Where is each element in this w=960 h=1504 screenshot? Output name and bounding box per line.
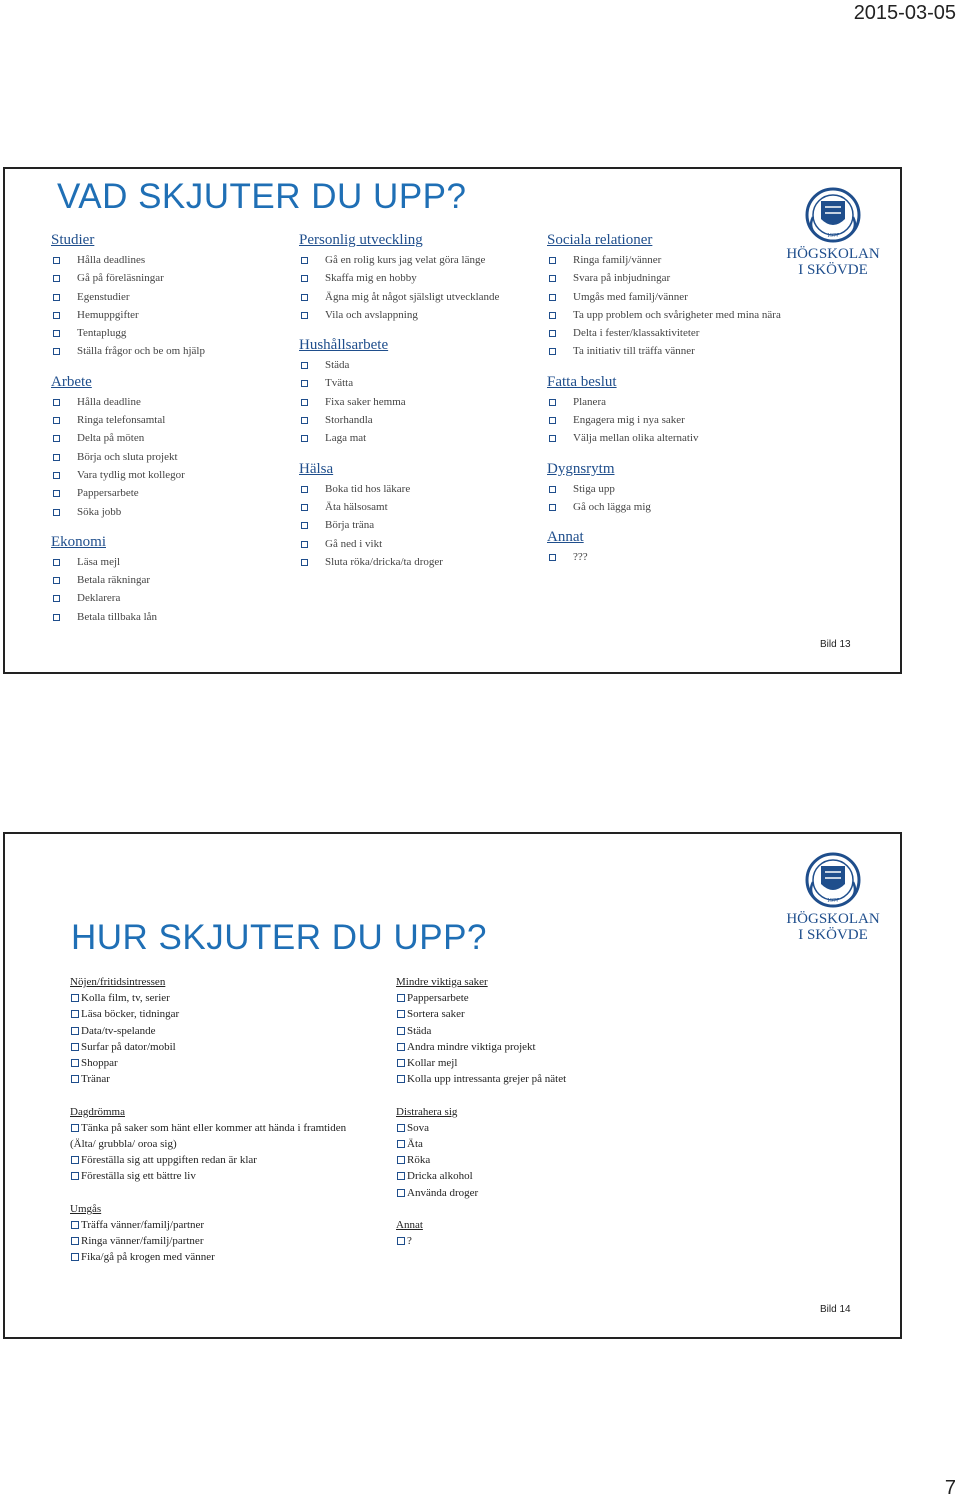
list-item-label: Ringa telefonsamtal bbox=[77, 414, 166, 427]
list-item bbox=[299, 480, 539, 498]
list-item-label: Sortera saker bbox=[407, 1008, 465, 1021]
checkbox-icon bbox=[549, 435, 556, 442]
list-item-label: Surfar på dator/mobil bbox=[81, 1040, 176, 1053]
list-item-label: Delta på möten bbox=[77, 432, 145, 445]
list-item bbox=[70, 1152, 390, 1168]
column-left bbox=[70, 974, 390, 1266]
list-item-label: ? bbox=[407, 1235, 412, 1248]
list-item bbox=[51, 411, 281, 429]
section-heading: Arbete bbox=[51, 373, 92, 390]
logo-year: 1977 bbox=[827, 233, 839, 239]
checkbox-icon bbox=[549, 257, 556, 264]
checkbox-icon bbox=[53, 559, 60, 566]
list-item-label: Skaffa mig en hobby bbox=[325, 272, 417, 285]
list-item bbox=[299, 535, 539, 553]
section-heading: Mindre viktiga saker bbox=[396, 976, 488, 988]
checkbox-icon bbox=[549, 417, 556, 424]
checkbox-icon bbox=[301, 559, 308, 566]
crest-icon bbox=[783, 852, 883, 942]
checkbox-icon bbox=[549, 312, 556, 319]
list-item-label: Ringa familj/vänner bbox=[573, 254, 662, 266]
list-item-label: Dricka alkohol bbox=[407, 1170, 473, 1183]
checkbox-icon bbox=[301, 435, 308, 442]
spacer bbox=[70, 1087, 390, 1103]
checkbox-icon bbox=[71, 994, 79, 1002]
column-right bbox=[396, 974, 726, 1249]
checkbox-icon bbox=[301, 417, 308, 424]
checkbox-icon bbox=[301, 504, 308, 511]
section-heading: Nöjen/fritidsintressen bbox=[70, 976, 166, 988]
section-heading: Ekonomi bbox=[51, 533, 106, 550]
checkbox-icon bbox=[53, 275, 60, 282]
list-item-label: Gå på föreläsningar bbox=[77, 272, 164, 285]
list-item bbox=[547, 251, 802, 269]
list-item-label: Börja och sluta projekt bbox=[77, 450, 178, 463]
list-item-label: Äta bbox=[407, 1138, 423, 1151]
list-item-label: Ställa frågor och be om hjälp bbox=[77, 345, 205, 358]
list-item-label: Röka bbox=[407, 1154, 431, 1167]
list-item bbox=[51, 503, 281, 521]
list-item bbox=[70, 1071, 390, 1087]
list-item bbox=[70, 1006, 390, 1022]
section-heading: Hushållsarbete bbox=[299, 337, 389, 354]
list-item-label: Städa bbox=[407, 1024, 432, 1037]
list-item-label: Betala tillbaka lån bbox=[77, 610, 158, 623]
list-item bbox=[547, 306, 802, 324]
checkbox-icon bbox=[71, 1027, 79, 1035]
checkbox-icon bbox=[301, 362, 308, 369]
list-item bbox=[70, 1023, 390, 1039]
list-item-label: Gå ned i vikt bbox=[325, 537, 383, 550]
checkbox-icon bbox=[53, 595, 60, 602]
list-item bbox=[70, 1039, 390, 1055]
list-item-label: Sova bbox=[407, 1121, 429, 1134]
list-item bbox=[547, 324, 802, 342]
checkbox-icon bbox=[397, 1010, 405, 1018]
column-right bbox=[547, 231, 802, 567]
list-item bbox=[396, 1185, 726, 1201]
list-item bbox=[51, 553, 281, 571]
list-item bbox=[70, 1055, 390, 1071]
crest-icon bbox=[783, 187, 883, 277]
checklist bbox=[51, 393, 281, 521]
list-item bbox=[51, 484, 281, 502]
checklist bbox=[547, 548, 802, 566]
checkbox-icon bbox=[53, 472, 60, 479]
list-item bbox=[396, 1152, 726, 1168]
checkbox-icon bbox=[53, 490, 60, 497]
list-item-label: Engagera mig i nya saker bbox=[573, 414, 685, 427]
list-item-label: Ringa vänner/familj/partner bbox=[81, 1235, 204, 1248]
checkbox-icon bbox=[549, 399, 556, 406]
list-item-label: Kolla upp intressanta grejer på nätet bbox=[407, 1073, 567, 1086]
checkbox-icon bbox=[397, 1237, 405, 1245]
list-item bbox=[299, 553, 539, 571]
list-item-label: Sluta röka/dricka/ta droger bbox=[325, 555, 443, 568]
checkbox-icon bbox=[53, 509, 60, 516]
list-item bbox=[547, 269, 802, 287]
list-item bbox=[547, 342, 802, 360]
checkbox-icon bbox=[301, 399, 308, 406]
checkbox-icon bbox=[397, 1027, 405, 1035]
list-item bbox=[51, 429, 281, 447]
list-item-label: Data/tv-spelande bbox=[81, 1024, 156, 1037]
list-item-label: Gå och lägga mig bbox=[573, 500, 651, 513]
slide-number: Bild 13 bbox=[820, 639, 851, 650]
checkbox-icon bbox=[397, 1156, 405, 1164]
checkbox-icon bbox=[53, 577, 60, 584]
slide-title: VAD SKJUTER DU UPP? bbox=[57, 177, 467, 216]
list-item bbox=[396, 1023, 726, 1039]
column-middle bbox=[299, 231, 539, 571]
checkbox-icon bbox=[301, 486, 308, 493]
list-item bbox=[547, 393, 802, 411]
list-item-label: Ägna mig åt något själsligt utvecklande bbox=[325, 290, 500, 303]
university-logo bbox=[783, 852, 883, 942]
list-item-label: Laga mat bbox=[325, 432, 367, 445]
list-item-label: Gå en rolig kurs jag velat göra länge bbox=[325, 254, 486, 266]
list-item-label: Välja mellan olika alternativ bbox=[573, 432, 699, 445]
section-heading: Studier bbox=[51, 232, 95, 248]
spacer bbox=[396, 1201, 726, 1217]
list-item bbox=[547, 288, 802, 306]
list-item-label: Städa bbox=[325, 359, 350, 372]
checkbox-icon bbox=[397, 1043, 405, 1051]
slide-title: HUR SKJUTER DU UPP? bbox=[71, 918, 487, 957]
list-item-label: Shoppar bbox=[81, 1057, 118, 1070]
list-item bbox=[396, 1168, 726, 1184]
checkbox-icon bbox=[53, 330, 60, 337]
checkbox-icon bbox=[71, 1172, 79, 1180]
list-item-label: ??? bbox=[573, 551, 588, 564]
list-item bbox=[299, 498, 539, 516]
section-heading: Sociala relationer bbox=[547, 232, 653, 248]
checkbox-icon bbox=[549, 330, 556, 337]
list-item-label: Deklarera bbox=[77, 592, 121, 605]
checkbox-icon bbox=[549, 504, 556, 511]
list-item bbox=[547, 429, 802, 447]
checklist bbox=[299, 251, 539, 324]
list-item bbox=[299, 269, 539, 287]
checkbox-icon bbox=[397, 994, 405, 1002]
list-item-label: Boka tid hos läkare bbox=[325, 482, 411, 495]
list-item bbox=[299, 429, 539, 447]
list-item bbox=[547, 480, 802, 498]
checkbox-icon bbox=[397, 1075, 405, 1083]
list-item-label: Vila och avslappning bbox=[325, 308, 418, 321]
list-item-label: Delta i fester/klassaktiviteter bbox=[573, 327, 700, 340]
list-item-label: Hålla deadline bbox=[77, 395, 141, 408]
checkbox-icon bbox=[397, 1140, 405, 1148]
section-heading: Personlig utveckling bbox=[299, 232, 423, 248]
list-item-label: Tentaplugg bbox=[77, 327, 127, 340]
checklist bbox=[547, 251, 802, 361]
logo-line-2: I SKÖVDE bbox=[798, 927, 868, 942]
list-item bbox=[70, 1249, 390, 1265]
checklist bbox=[51, 553, 281, 626]
checkbox-icon bbox=[53, 614, 60, 621]
list-item bbox=[547, 411, 802, 429]
list-item-label: Ta initiativ till träffa vänner bbox=[573, 345, 695, 358]
slide-14 bbox=[3, 832, 902, 1339]
checkbox-icon bbox=[53, 294, 60, 301]
spacer bbox=[396, 1087, 726, 1103]
list-item-label: Äta hälsosamt bbox=[325, 500, 388, 513]
list-item-label: Hemuppgifter bbox=[77, 308, 139, 321]
page-number: 7 bbox=[944, 1477, 956, 1499]
list-item bbox=[299, 516, 539, 534]
list-item-label: Pappersarbete bbox=[77, 487, 139, 500]
checkbox-icon bbox=[71, 1156, 79, 1164]
checkbox-icon bbox=[397, 1189, 405, 1197]
list-item-label: Tvätta bbox=[325, 377, 354, 390]
list-item bbox=[70, 1233, 390, 1249]
list-item-label: Andra mindre viktiga projekt bbox=[407, 1040, 536, 1053]
checklist bbox=[547, 480, 802, 517]
section-heading: Umgås bbox=[70, 1202, 102, 1215]
list-item-label: Använda droger bbox=[407, 1186, 479, 1199]
checkbox-icon bbox=[71, 1124, 79, 1132]
list-item bbox=[51, 448, 281, 466]
list-item-label: Egenstudier bbox=[77, 290, 130, 303]
checkbox-icon bbox=[549, 275, 556, 282]
section-heading: Annat bbox=[547, 529, 584, 546]
list-item bbox=[396, 990, 726, 1006]
section-heading: Hälsa bbox=[299, 460, 334, 477]
list-item bbox=[70, 990, 390, 1006]
list-item-label: Hålla deadlines bbox=[77, 254, 146, 266]
list-item-label: Stiga upp bbox=[573, 482, 615, 495]
list-item-label: Vara tydlig mot kollegor bbox=[77, 468, 185, 481]
list-item bbox=[396, 1039, 726, 1055]
list-item-label: Ta upp problem och svårigheter med mina nära bbox=[573, 308, 781, 321]
spacer bbox=[70, 1185, 390, 1201]
list-item-label: Planera bbox=[573, 395, 606, 408]
checkbox-icon bbox=[301, 522, 308, 529]
list-item bbox=[299, 411, 539, 429]
list-item bbox=[547, 498, 802, 516]
list-item-label: Fixa saker hemma bbox=[325, 395, 406, 408]
list-item bbox=[51, 466, 281, 484]
list-item-label: Kollar mejl bbox=[407, 1057, 458, 1070]
list-item bbox=[396, 1006, 726, 1022]
section-heading: Distrahera sig bbox=[396, 1105, 458, 1118]
checkbox-icon bbox=[549, 294, 556, 301]
checklist bbox=[51, 251, 281, 361]
checkbox-icon bbox=[301, 257, 308, 264]
checkbox-icon bbox=[301, 312, 308, 319]
list-item bbox=[70, 1217, 390, 1233]
list-item bbox=[299, 374, 539, 392]
list-item-label: Fika/gå på krogen med vänner bbox=[81, 1251, 215, 1264]
checkbox-icon bbox=[549, 486, 556, 493]
checkbox-icon bbox=[71, 1010, 79, 1018]
checkbox-icon bbox=[71, 1059, 79, 1067]
list-item bbox=[51, 251, 281, 269]
checkbox-icon bbox=[301, 275, 308, 282]
checkbox-icon bbox=[549, 348, 556, 355]
checkbox-icon bbox=[53, 348, 60, 355]
logo-line-1: HÖGSKOLAN bbox=[786, 911, 880, 927]
list-item bbox=[51, 288, 281, 306]
list-item-label: Pappersarbete bbox=[407, 992, 469, 1005]
checkbox-icon bbox=[397, 1059, 405, 1067]
list-item-label: Svara på inbjudningar bbox=[573, 272, 671, 285]
list-item bbox=[51, 608, 281, 626]
list-item-label: Umgås med familj/vänner bbox=[573, 290, 688, 303]
checkbox-icon bbox=[53, 257, 60, 264]
checkbox-icon bbox=[71, 1043, 79, 1051]
list-item bbox=[396, 1055, 726, 1071]
list-item bbox=[299, 251, 539, 269]
checkbox-icon bbox=[53, 435, 60, 442]
section-heading: Annat bbox=[396, 1219, 423, 1232]
section-heading: Fatta beslut bbox=[547, 373, 617, 390]
logo-line-2: I SKÖVDE bbox=[798, 262, 868, 277]
checklist bbox=[299, 356, 539, 447]
list-item bbox=[51, 589, 281, 607]
list-item-label: Kolla film, tv, serier bbox=[81, 992, 170, 1005]
header-date: 2015-03-05 bbox=[853, 2, 956, 24]
list-item bbox=[299, 393, 539, 411]
slide-13 bbox=[3, 167, 902, 674]
slide-number: Bild 14 bbox=[820, 1304, 851, 1315]
list-item bbox=[51, 269, 281, 287]
section-heading: Dygnsrytm bbox=[547, 460, 615, 477]
checkbox-icon bbox=[71, 1075, 79, 1083]
checkbox-icon bbox=[53, 312, 60, 319]
checkbox-icon bbox=[301, 541, 308, 548]
list-item bbox=[51, 571, 281, 589]
list-item-label: Föreställa sig att uppgiften redan är klar bbox=[81, 1154, 257, 1167]
university-logo bbox=[783, 187, 883, 277]
logo-year: 1977 bbox=[827, 898, 839, 904]
list-item bbox=[51, 342, 281, 360]
list-item bbox=[396, 1071, 726, 1087]
list-item-label: Tänka på saker som hänt eller kommer att hända i framtiden bbox=[81, 1121, 347, 1134]
list-item-continuation: (Älta/ grubbla/ oroa sig) bbox=[70, 1138, 177, 1151]
checkbox-icon bbox=[53, 417, 60, 424]
list-item bbox=[299, 288, 539, 306]
section-heading: Dagdrömma bbox=[70, 1105, 125, 1118]
list-item bbox=[70, 1168, 390, 1184]
checklist bbox=[299, 480, 539, 571]
checkbox-icon bbox=[397, 1172, 405, 1180]
checkbox-icon bbox=[71, 1253, 79, 1261]
list-item-label: Föreställa sig ett bättre liv bbox=[81, 1170, 196, 1183]
checklist bbox=[547, 393, 802, 448]
list-item-label: Betala räkningar bbox=[77, 574, 150, 587]
list-item bbox=[396, 1120, 726, 1136]
checkbox-icon bbox=[549, 554, 556, 561]
checkbox-icon bbox=[53, 399, 60, 406]
list-item-label: Träffa vänner/familj/partner bbox=[81, 1219, 205, 1232]
list-item-label: Läsa böcker, tidningar bbox=[81, 1008, 180, 1021]
list-item bbox=[547, 548, 802, 566]
list-item-label: Läsa mejl bbox=[77, 555, 121, 568]
list-item-label: Tränar bbox=[81, 1073, 110, 1086]
column-left bbox=[51, 231, 281, 626]
list-item bbox=[299, 306, 539, 324]
checkbox-icon bbox=[53, 454, 60, 461]
list-item bbox=[51, 393, 281, 411]
list-item bbox=[51, 324, 281, 342]
list-item bbox=[396, 1233, 726, 1249]
list-item bbox=[299, 356, 539, 374]
checkbox-icon bbox=[301, 294, 308, 301]
checkbox-icon bbox=[71, 1237, 79, 1245]
checkbox-icon bbox=[397, 1124, 405, 1132]
logo-line-1: HÖGSKOLAN bbox=[786, 246, 880, 262]
list-item bbox=[51, 306, 281, 324]
list-item-label: Börja träna bbox=[325, 519, 375, 532]
list-item-label: Söka jobb bbox=[77, 505, 122, 518]
list-item bbox=[70, 1120, 390, 1136]
list-item-label: Storhandla bbox=[325, 414, 373, 427]
checkbox-icon bbox=[71, 1221, 79, 1229]
list-item bbox=[396, 1136, 726, 1152]
checkbox-icon bbox=[301, 380, 308, 387]
